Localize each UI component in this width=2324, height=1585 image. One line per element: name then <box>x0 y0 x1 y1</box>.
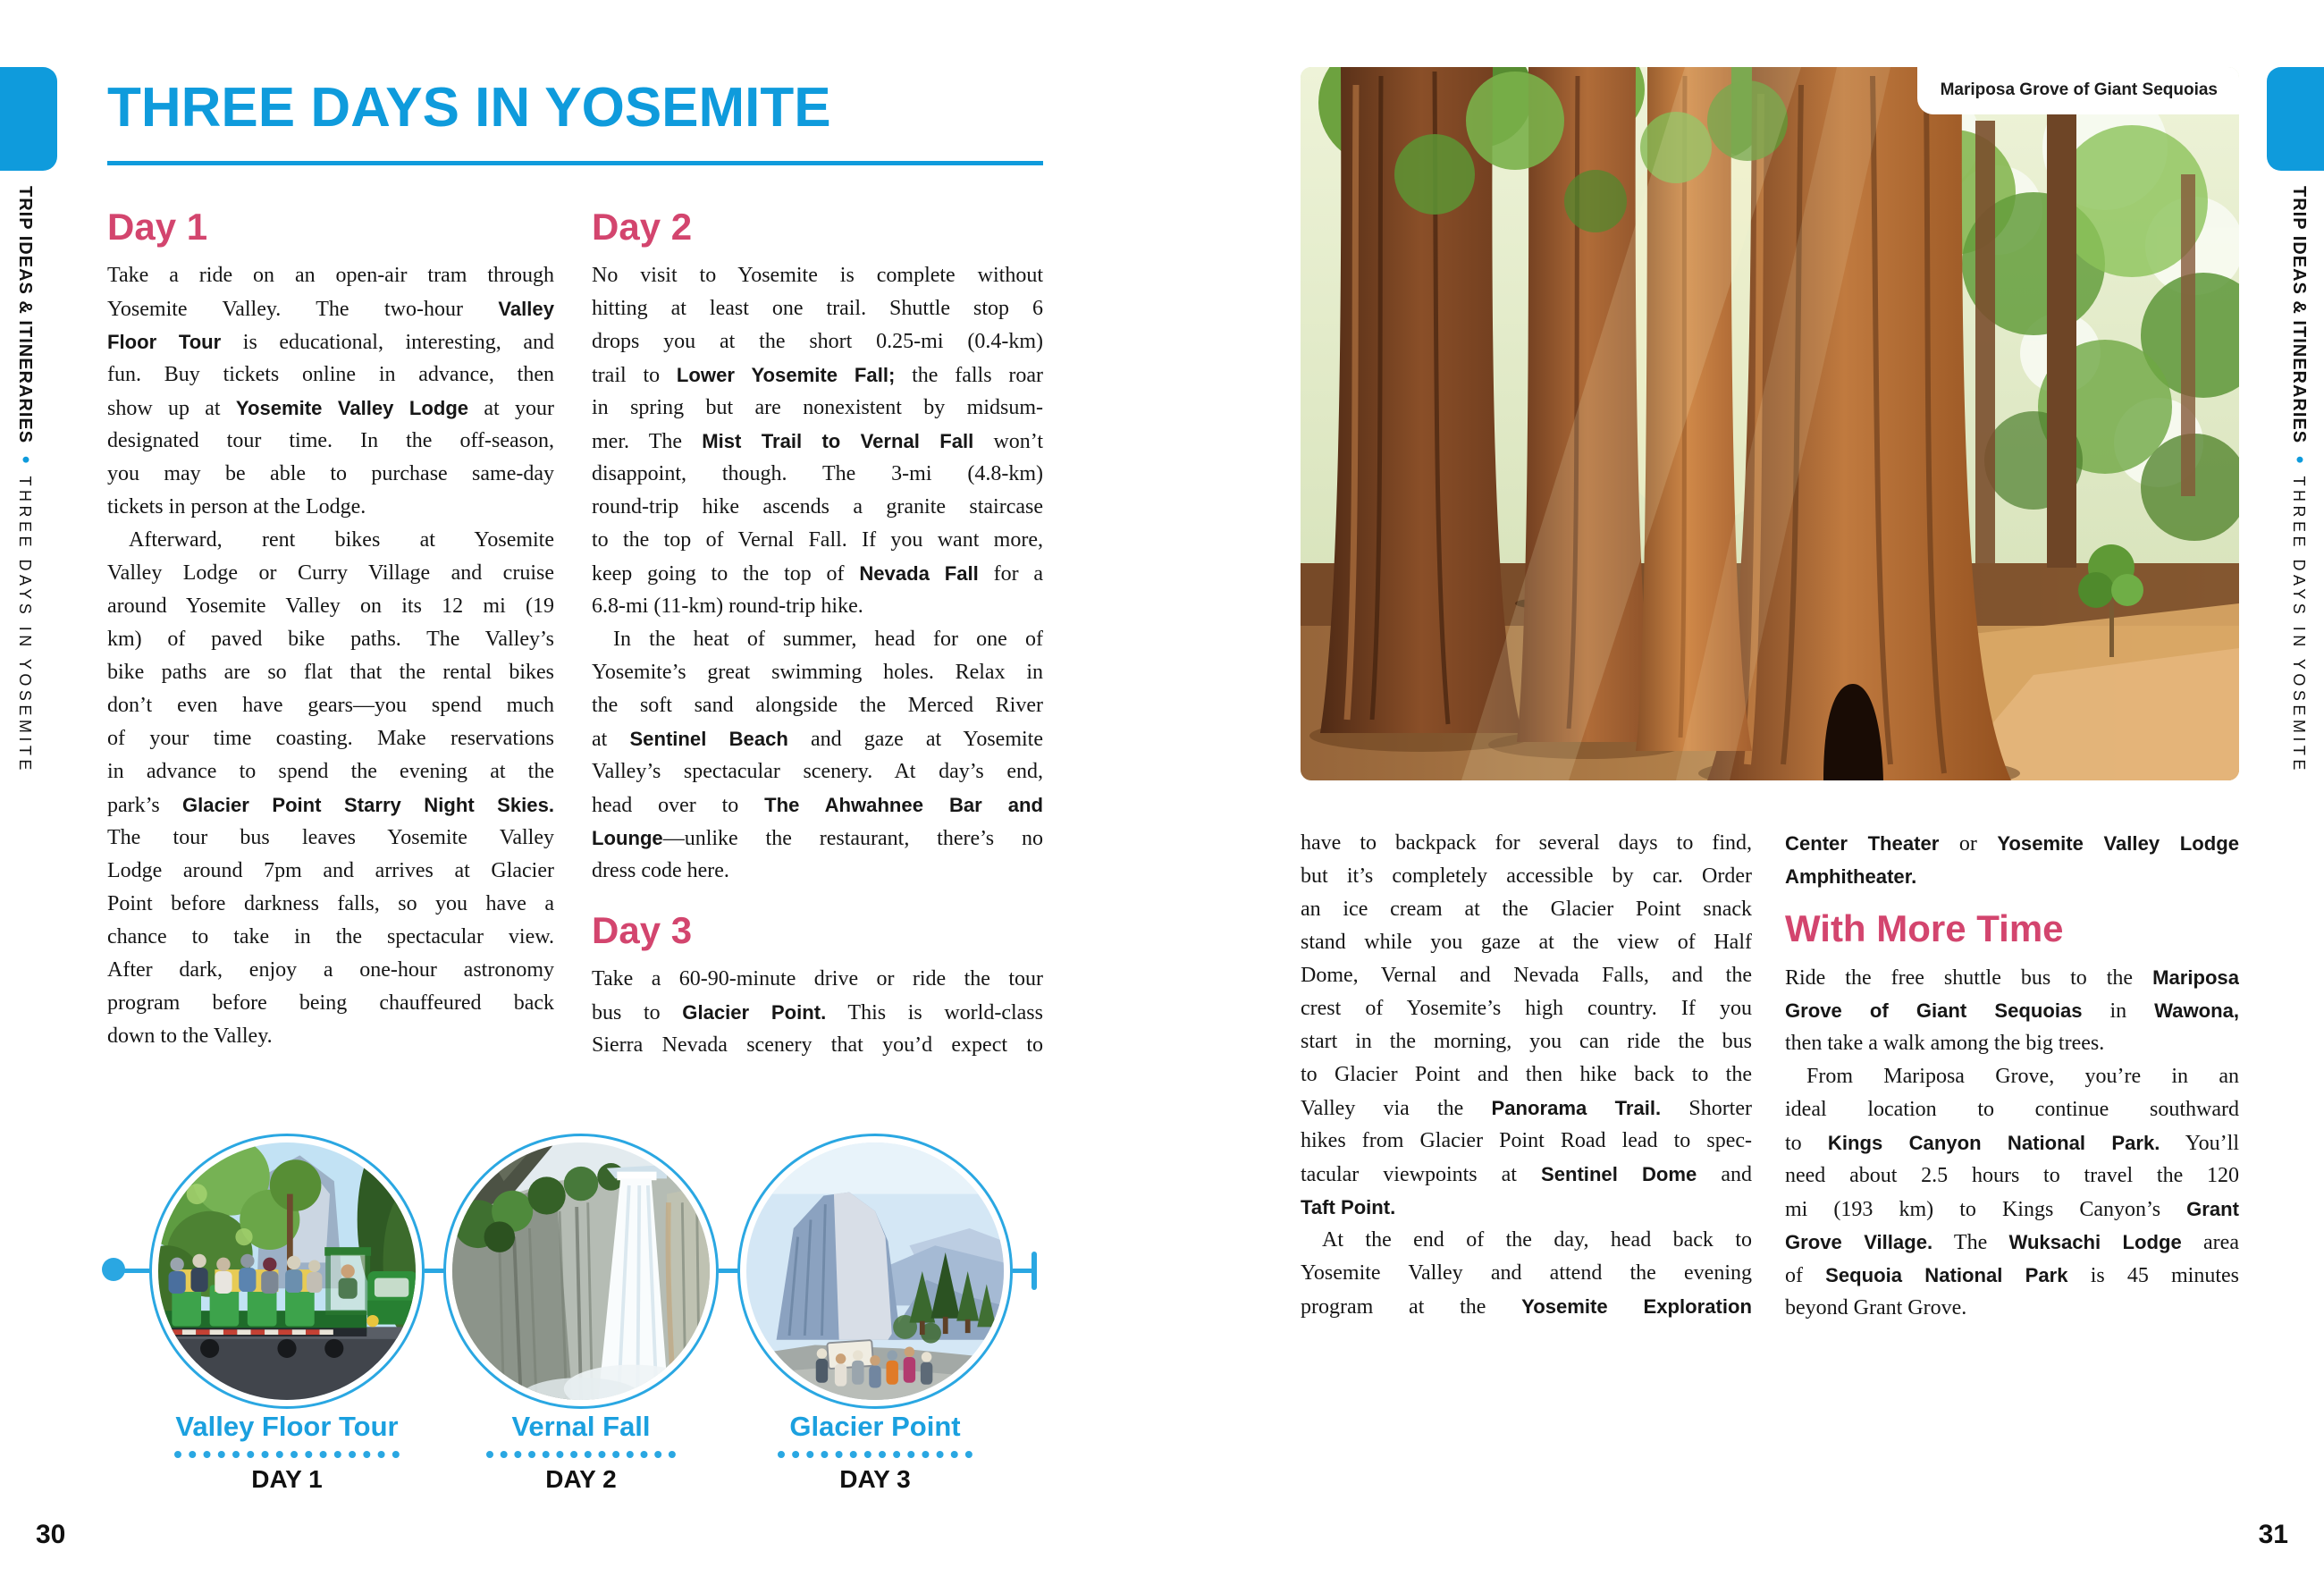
timeline-stop <box>723 1411 1027 1495</box>
sequoia-photo-illustration <box>1301 67 2239 780</box>
timeline-end-bar <box>1031 1252 1037 1290</box>
day3-text: Take a 60-90-minute drive or ride the tour bus to Glacier Point. This is world-class Sierra Nevada scenery that you’d expect to <box>592 967 1043 1057</box>
timeline-photo-ring <box>737 1134 1013 1409</box>
timeline-line <box>425 1269 444 1273</box>
timeline-stop <box>429 1411 733 1495</box>
timeline-line <box>719 1269 738 1273</box>
glacier-point-photo <box>746 1142 1004 1400</box>
photo-caption: Mariposa Grove of Giant Sequoias <box>1917 67 2239 114</box>
right-sidebar <box>2286 186 2311 774</box>
stop-day: DAY 3 <box>839 1465 911 1493</box>
right-col2-intro-text: Center Theater or Yosemite Valley Lodge Amphitheater. <box>1785 832 2239 888</box>
stop-label: Vernal Fall <box>511 1411 651 1442</box>
stop-day: DAY 2 <box>545 1465 617 1493</box>
left-page-tab <box>0 67 57 171</box>
valley-floor-tour-photo <box>158 1142 416 1400</box>
stop-label: Valley Floor Tour <box>175 1411 399 1442</box>
vernal-fall-photo <box>452 1142 710 1400</box>
page-number-right: 31 <box>2258 1520 2288 1549</box>
day2-heading: Day 2 <box>592 206 693 248</box>
title-rule <box>107 161 1043 165</box>
sidebar-category: TRIP IDEAS & ITINERARIES <box>2289 186 2309 444</box>
left-sidebar <box>13 186 38 774</box>
dotted-separator <box>778 1451 973 1458</box>
half-dome-photo-illustration <box>746 1142 1004 1400</box>
stop-day: DAY 1 <box>251 1465 323 1493</box>
sidebar-section: THREE DAYS IN YOSEMITE <box>16 476 34 774</box>
stop-label: Glacier Point <box>789 1411 961 1442</box>
right-col1-text: have to backpack for several days to find, but it’s completely accessible by car. Order an ice cream at the Glacier Point snack stand while you gaze at the view of Half Dome, Vernal and Nevada Falls, and the crest of Yosemite’s high country. If you start in the morning, you can ride the bus to Glacier Point and then hike back to the Valley via the Panorama Trail. Shorter hikes from Glacier Point Road lead to spec- tacular viewpoints at Sentinel Dome and Taft Point. At the end of the day, head back to Yosemite Valley and attend the evening program at the Yosemite Exploration <box>1301 831 1752 1319</box>
timeline-stop <box>135 1411 439 1495</box>
with-more-time-text: Ride the free shuttle bus to the Mariposa Grove of Giant Sequoias in Wawona, then take a walk among the big trees. From Mariposa Grove, you’re in an ideal location to continue southward to Kings Canyon National Park. You’ll need about 2.5 hours to travel the 120 mi (193 km) to Kings Canyon’s Grant Grove Village. The Wuksachi Lodge area of Sequoia National Park is 45 minutes beyond Grant Grove. <box>1785 966 2239 1319</box>
right-column-2 <box>1785 827 2239 1325</box>
day3-heading: Day 3 <box>592 909 693 951</box>
tram-photo-illustration <box>158 1142 416 1400</box>
sidebar-dot-icon: • <box>2287 456 2311 464</box>
day1-text: Take a ride on an open-air tram through Yosemite Valley. The two-hour Valley Floor Tour is educational, interesting, and fun. Buy tickets online in advance, then show up at Yosemite Valley Lodge at your designated tour time. In the off-season, you may be able to purchase same-day tickets in person at the Lodge. Afterward, rent bikes at Yosemite Valley Lodge or Curry Village and cruise around Yosemite Valley on its 12 mi (19 km) of paved bike paths. The Valley’s bike paths are so flat that the rental bikes don’t even have gears—you spend much of your time coasting. Make reservations in advance to spend the evening at the park’s Glacier Point Starry Night Skies. The tour bus leaves Yosemite Valley Lodge around 7pm and arrives at Glacier Point before darkness falls, so you have a chance to take in the spectacular view. After dark, enjoy a one-hour astronomy program before being chauffeured back down to the Valley. <box>107 264 554 1048</box>
day1-heading: Day 1 <box>107 206 208 248</box>
sidebar-section: THREE DAYS IN YOSEMITE <box>2290 476 2308 774</box>
dotted-separator <box>174 1451 400 1458</box>
right-column-1 <box>1301 827 1752 1323</box>
timeline-photo-ring <box>443 1134 719 1409</box>
day2-text: No visit to Yosemite is complete without hitting at least one trail. Shuttle stop 6 drops you at the short 0.25-mi (0.4-km) trail to Lower Yosemite Fall; the falls roar in spring but are nonexistent by midsum- mer. The Mist Trail to Vernal Fall won’t disappoint, though. The 3-mi (4.8-km) round-trip hike ascends a granite staircase to the top of Vernal Fall. If you want more, keep going to the top of Nevada Fall for a 6.8-mi (11-km) round-trip hike. In the heat of summer, head for one of Yosemite’s great swimming holes. Relax in the soft sand alongside the Merced River at Sentinel Beach and gaze at Yosemite Valley’s spectacular scenery. At day’s end, head over to The Ahwahnee Bar and Lounge—unlike the restaurant, there’s no dress code here. <box>592 264 1043 882</box>
day2-day3-column <box>592 204 1043 1062</box>
page-title: THREE DAYS IN YOSEMITE <box>107 77 831 139</box>
sidebar-dot-icon: • <box>13 456 38 464</box>
mariposa-grove-photo <box>1301 67 2239 780</box>
waterfall-photo-illustration <box>452 1142 710 1400</box>
sidebar-category: TRIP IDEAS & ITINERARIES <box>15 186 35 444</box>
timeline-photo-ring <box>149 1134 425 1409</box>
page-number-left: 30 <box>36 1520 66 1549</box>
right-page-tab <box>2267 67 2324 171</box>
timeline-start-dot <box>102 1258 125 1281</box>
tram-stripe <box>169 1329 333 1335</box>
dotted-separator <box>486 1451 676 1458</box>
with-more-time-heading: With More Time <box>1785 907 2064 949</box>
day1-column <box>107 204 554 1053</box>
